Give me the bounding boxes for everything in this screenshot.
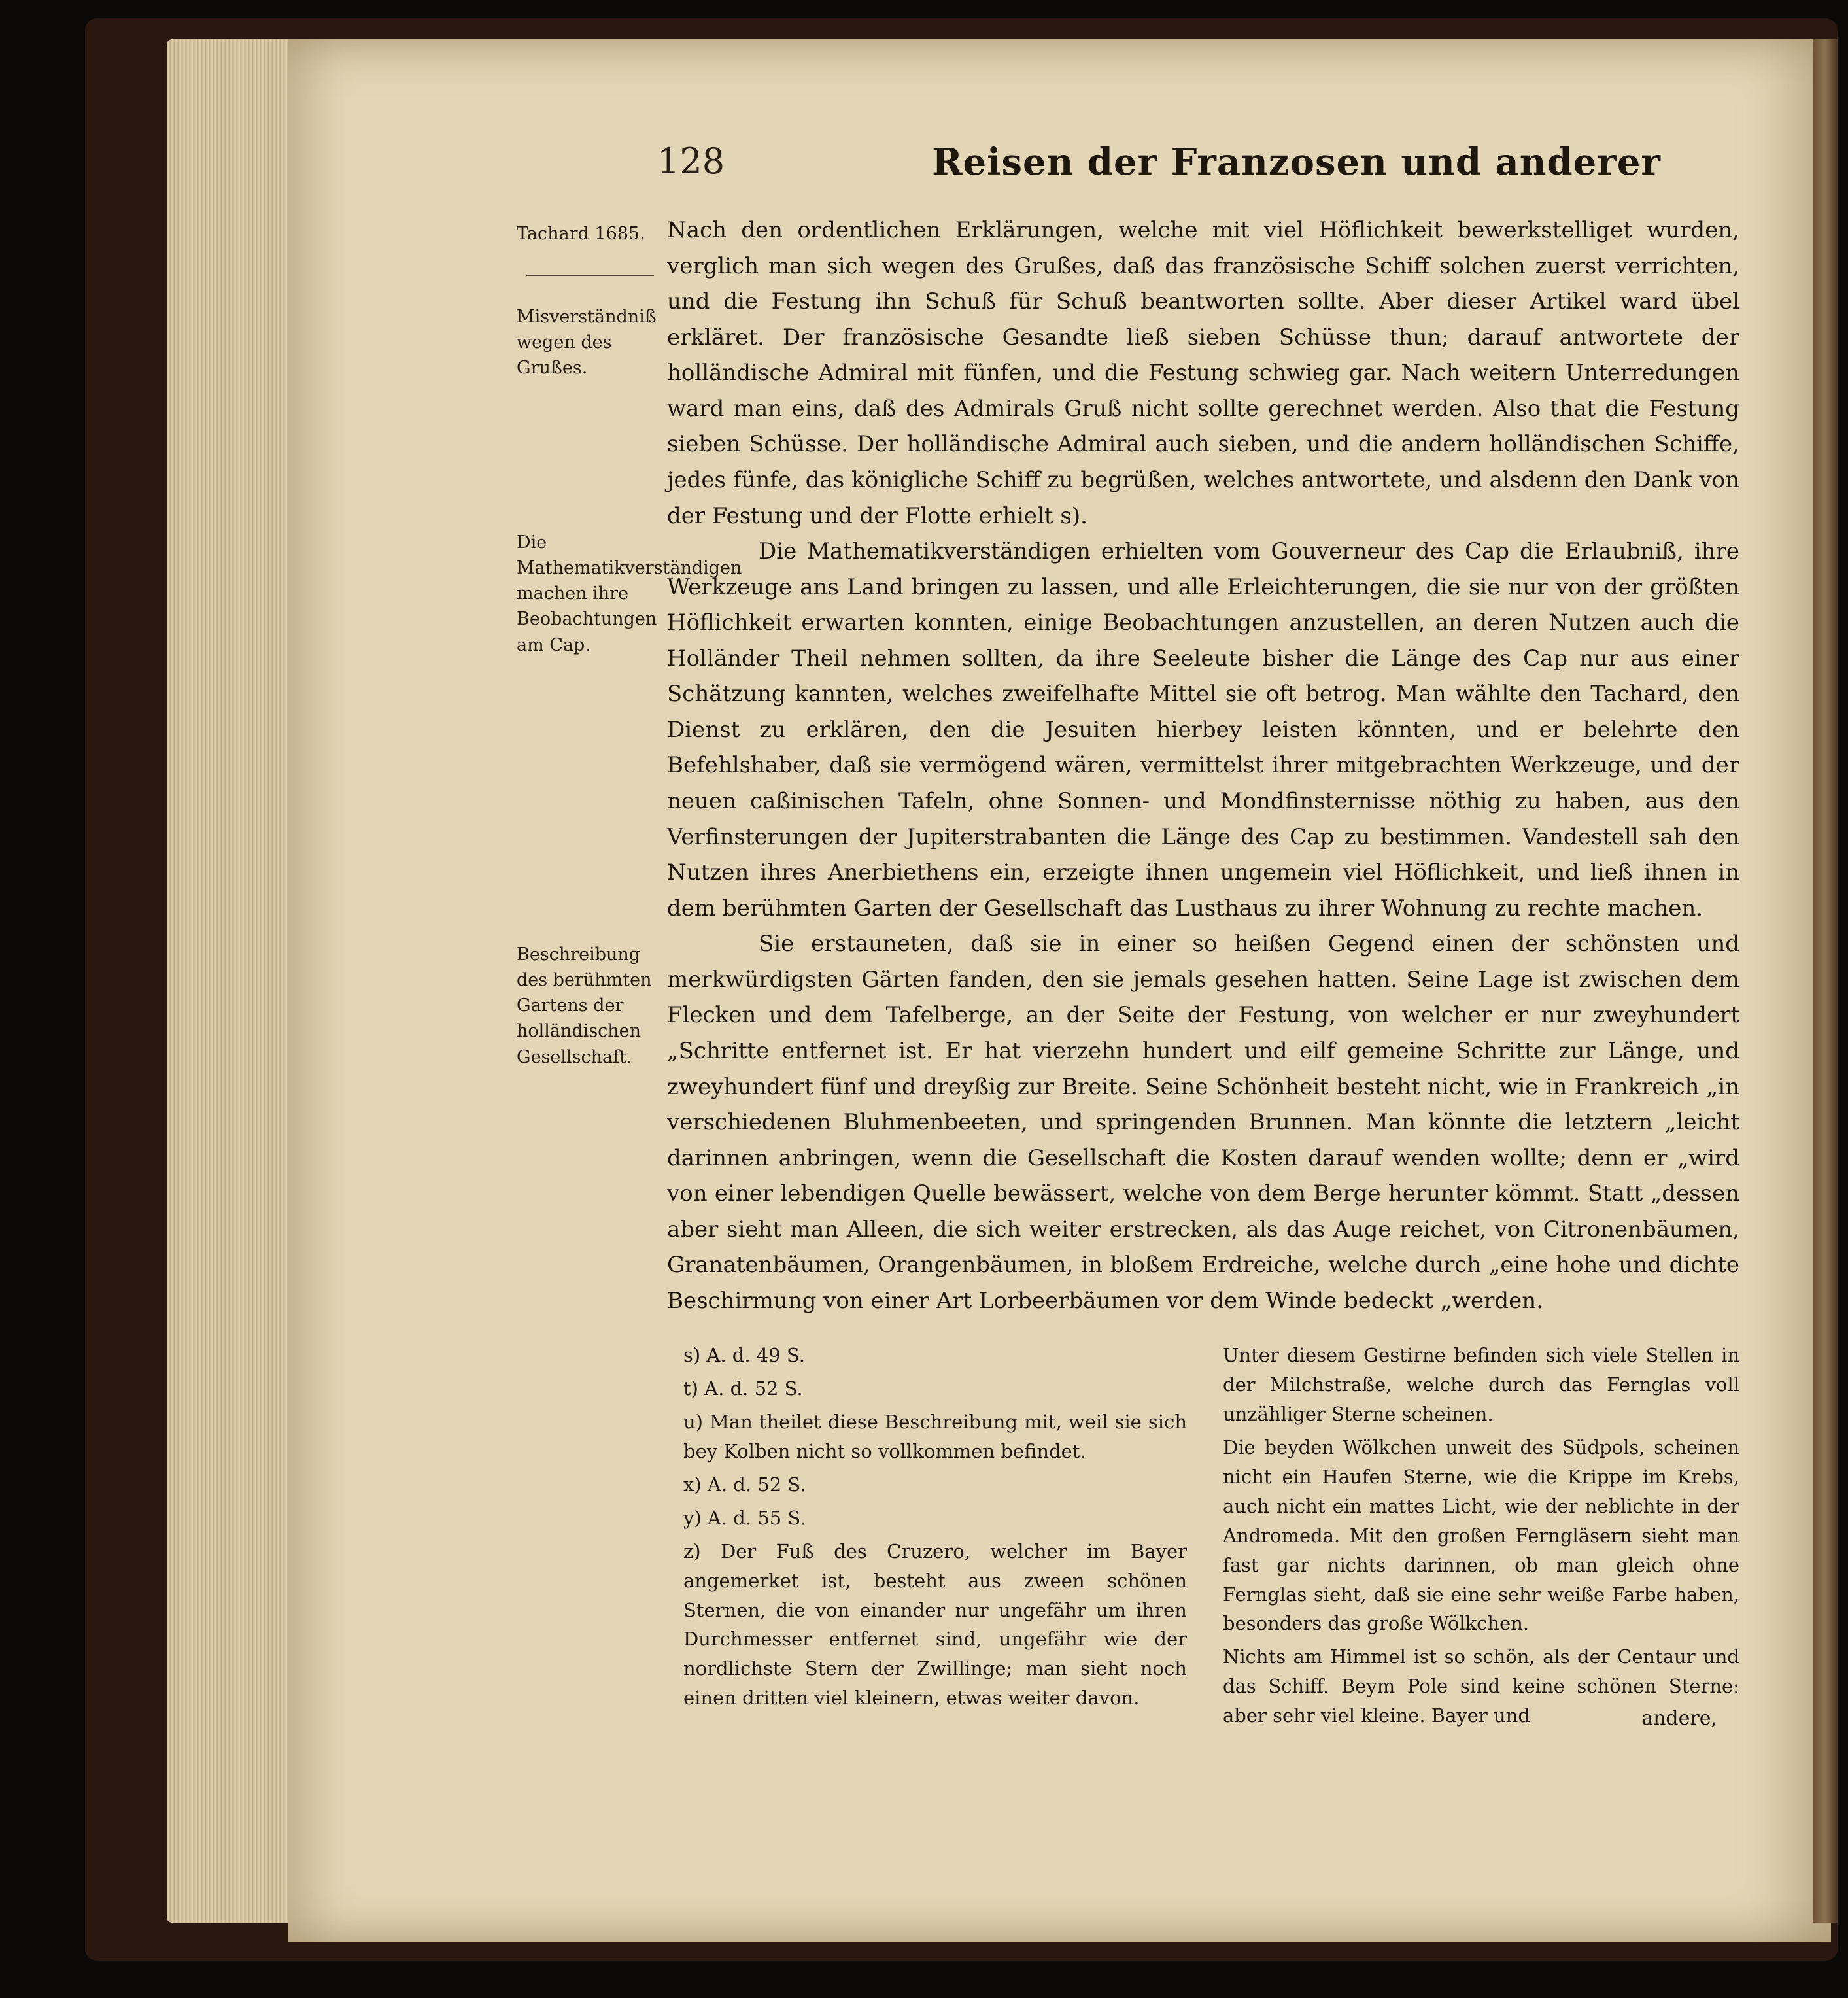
catchword: andere, [1641, 1707, 1717, 1730]
footnotes-right [1223, 1341, 1739, 1734]
footnote: Die beyden Wölkchen unweit des Südpols, scheinen nicht ein Haufen Sterne, wie die Krippe im Krebs, auch nicht ein mattes Licht, wie der neblichte in der Andromeda. Mit den großen Ferngläsern sieht man fast gar nichts darinnen, ob man gleich ohne Fernglas sieht, daß sie eine sehr weiße Farbe haben, besonders das große Wölkchen. [1223, 1436, 1739, 1635]
page-edges [167, 39, 298, 1923]
page-number: 128 [657, 141, 725, 182]
paragraph: Die Mathematikverständigen erhielten vom Gouverneur des Cap die Erlaubniß, ihre Werkzeuge ans Land bringen zu lassen, und alle Erleichterungen, die sie nur von der größten Höflichkeit erwarten konnten, einige Beobachtungen anzustellen, an deren Nutzen auch die Holländer Theil nehmen sollten, da ihre Seeleute bisher die Länge des Cap nur aus einer Schätzung kannten, welches zweifelhafte Mittel sie oft betrog. Man wählte den Tachard, den Dienst zu erklären, den die Jesuiten hierbey leisten könnten, und er belehrte den Befehlshaber, daß sie vermögend wären, vermittelst ihrer mitgebrachten Werkzeuge, und der neuen caßinischen Tafeln, ohne Sonnen- und Mondfinsternisse nöthig zu haben, aus den Verfinsterungen der Jupiterstrabanten die Länge des Cap zu bestimmen. Vandestell sah den Nutzen ihres Anerbiethens ein, erzeigte ihnen ungemein viel Höflichkeit, und ließ ihnen in dem berühmten Garten der Gesellschaft das Lusthaus zu ihrer Wohnung zu rechte machen. [667, 538, 1739, 921]
footnote: Unter diesem Gestirne befinden sich viele Stellen in der Milchstraße, welche durch das Fernglas voll unzähliger Sterne scheinen. [1223, 1344, 1739, 1425]
page-header [657, 141, 1743, 193]
footnote: u) Man theilet diese Beschreibung mit, weil sie sich bey Kolben nicht so vollkommen befindet. [683, 1410, 1187, 1462]
running-title: Reisen der Franzosen und anderer [932, 141, 1661, 184]
footnote: z) Der Fuß des Cruzero, welcher im Bayer angemerket ist, besteht aus zween schönen Sternen, die von einander nur ungefähr um ihren Durchmesser entfernet sind, ungefähr wie der nordlichste Stern der Zwillinge; man sieht noch einen dritten viel kleinern, etwas weiter davon. [683, 1540, 1187, 1710]
right-page-edge [1813, 39, 1838, 1923]
footnote: t) A. d. 52 S. [683, 1377, 803, 1400]
main-text [667, 213, 1739, 1318]
margin-note: Die Mathematikverständigen machen ihre Beobachtungen am Cap. [517, 532, 742, 655]
footnote: Nichts am Himmel ist so schön, als der Centaur und das Schiff. Beym Pole sind keine schönen Sterne: aber sehr viel kleine. Bayer und [1223, 1645, 1739, 1727]
margin-note: Tachard 1685. [517, 224, 645, 244]
footnote: x) A. d. 52 S. [683, 1473, 806, 1496]
margin-rule [526, 275, 654, 276]
footnote: y) A. d. 55 S. [683, 1506, 806, 1529]
footnotes-left [683, 1341, 1187, 1717]
margin-note: Misverständniß wegen des Grußes. [517, 307, 657, 379]
footnote: s) A. d. 49 S. [683, 1344, 805, 1366]
margin-note: Beschreibung des berühmten Gartens der holländischen Gesellschaft. [517, 944, 652, 1067]
paragraph: Nach den ordentlichen Erklärungen, welche mit viel Höflichkeit bewerkstelliget wurden, verglich man sich wegen des Grußes, daß das französische Schiff solchen zuerst verrichten, und die Festung ihn Schuß für Schuß beantworten sollte. Aber dieser Artikel ward übel erkläret. Der französische Gesandte ließ sieben Schüsse thun; darauf antwortete der holländische Admiral mit fünfen, und die Festung schwieg gar. Nach weitern Unterredungen ward man eins, daß des Admirals Gruß nicht sollte gerechnet werden. Also that die Festung sieben Schüsse. Der holländische Admiral auch sieben, und die andern holländischen Schiffe, jedes fünfe, das königliche Schiff zu begrüßen, welches antwortete, und alsdenn den Dank von der Festung und der Flotte erhielt s). [667, 217, 1739, 529]
paragraph: Sie erstauneten, daß sie in einer so heißen Gegend einen der schönsten und merkwürdigsten Gärten fanden, den sie jemals gesehen hatten. Seine Lage ist zwischen dem Flecken und dem Tafelberge, an der Seite der Festung, von welcher er nur zweyhundert „Schritte entfernet ist. Er hat vierzehn hundert und eilf gemeine Schritte zur Länge, und zweyhundert fünf und dreyßig zur Breite. Seine Schönheit besteht nicht, wie in Frankreich „in verschiedenen Bluhmenbeeten, und springenden Brunnen. Man könnte die letztern „leicht darinnen anbringen, wenn die Gesellschaft die Kosten darauf wenden wollte; denn er „wird von einer lebendigen Quelle bewässert, welche von dem Berge herunter kömmt. Statt „dessen aber sieht man Alleen, die sich weiter erstrecken, als das Auge reichet, von Citronenbäumen, Granatenbäumen, Orangenbäumen, in bloßem Erdreiche, welche durch „eine hohe und dichte Beschirmung von einer Art Lorbeerbäumen vor dem Winde bedeckt „werden. [667, 931, 1739, 1314]
